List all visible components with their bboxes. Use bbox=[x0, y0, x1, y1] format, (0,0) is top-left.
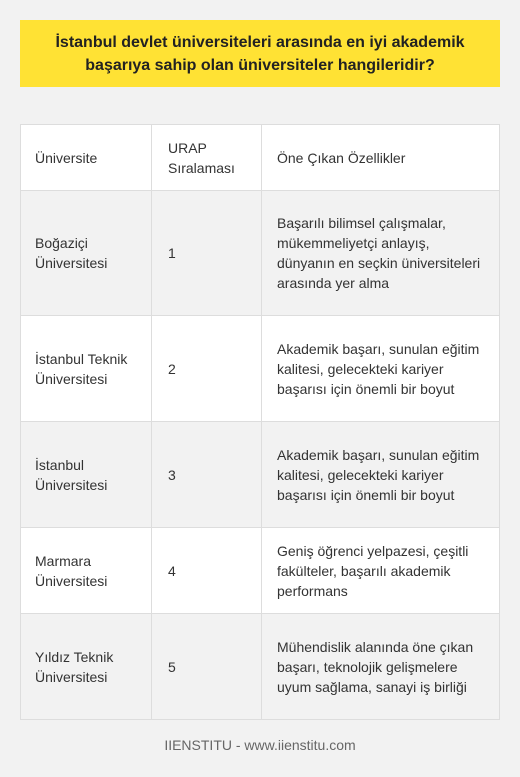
footer-credit: IIENSTITU - www.iienstitu.com bbox=[164, 737, 356, 753]
urap-rank: 2 bbox=[152, 316, 262, 421]
header-university: Üniversite bbox=[21, 125, 152, 190]
features: Akademik başarı, sunulan eğitim kalitesi, gelecekteki kariyer başarısı için önemli bir boyut bbox=[277, 340, 480, 397]
title-banner bbox=[20, 20, 500, 87]
table-header-row bbox=[21, 125, 499, 190]
table-row bbox=[21, 421, 499, 527]
features: Akademik başarı, sunulan eğitim kalitesi, gelecekteki kariyer başarısı için önemli bir boyut bbox=[277, 446, 480, 503]
universities-table bbox=[20, 124, 500, 720]
university-name: Boğaziçi Üniversitesi bbox=[21, 191, 152, 315]
features: Mühendislik alanında öne çıkan başarı, teknolojik gelişmelere uyum sağlama, sanayi iş birliği bbox=[277, 638, 474, 695]
university-name: Marmara Üniversitesi bbox=[21, 528, 152, 613]
urap-rank: 1 bbox=[152, 191, 262, 315]
page-title: İstanbul devlet üniversiteleri arasında en iyi akademik başarıya sahip olan üniversiteler hangileridir? bbox=[55, 33, 465, 74]
table-row bbox=[21, 190, 499, 315]
university-name: İstanbul Teknik Üniversitesi bbox=[21, 316, 152, 421]
features: Başarılı bilimsel çalışmalar, mükemmeliyetçi anlayış, dünyanın en seçkin üniversiteleri arasında yer alma bbox=[277, 215, 481, 291]
table-row bbox=[21, 315, 499, 421]
urap-rank: 3 bbox=[152, 422, 262, 527]
university-name: İstanbul Üniversitesi bbox=[21, 422, 152, 527]
features: Geniş öğrenci yelpazesi, çeşitli fakülteler, başarılı akademik performans bbox=[277, 542, 469, 599]
urap-rank: 5 bbox=[152, 614, 262, 719]
header-features: Öne Çıkan Özellikler bbox=[277, 149, 406, 166]
university-name: Yıldız Teknik Üniversitesi bbox=[21, 614, 152, 719]
header-urap-rank: URAP Sıralaması bbox=[152, 125, 262, 190]
table-row bbox=[21, 527, 499, 613]
table-row bbox=[21, 613, 499, 719]
urap-rank: 4 bbox=[152, 528, 262, 613]
